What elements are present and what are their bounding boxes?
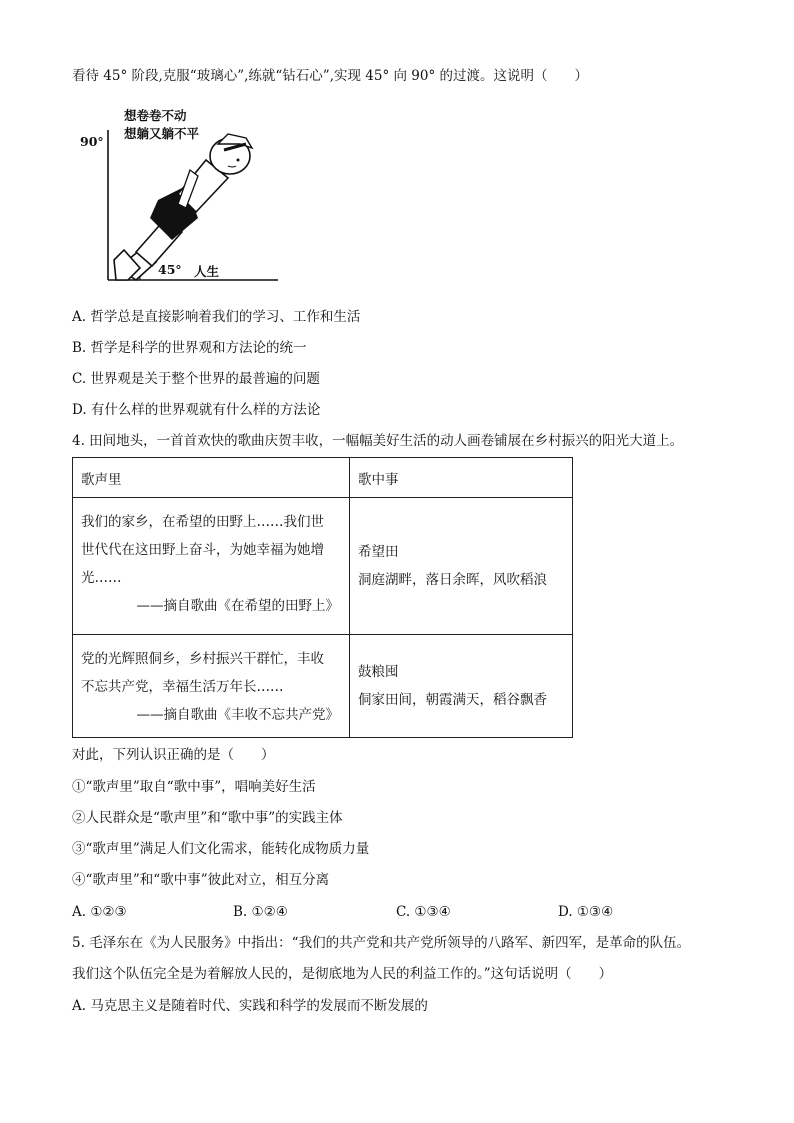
q4-statement-2: ②人民群众是“歌声里”和“歌中事”的实践主体	[72, 810, 343, 826]
q4-options	[0, 902, 794, 922]
header-left: 歌声里	[73, 458, 350, 498]
q4-question: 对此，下列认识正确的是（ ）	[72, 747, 275, 763]
q3-figure	[78, 100, 298, 290]
table-header-row	[73, 458, 573, 498]
life-label: 人生	[194, 264, 220, 279]
q4-statement-3: ③“歌声里”满足人们文化需求，能转化成物质力量	[72, 841, 370, 857]
row1-lyric-line: 光……	[81, 570, 122, 586]
q4-option-c: C. ①③④	[396, 904, 451, 920]
row2-story-title: 鼓粮囤	[358, 664, 399, 680]
figure-caption-2: 想躺又躺不平	[124, 126, 200, 141]
row1-story-text: 洞庭湖畔，落日余晖，风吹稻浪	[358, 572, 547, 588]
q4-option-a: A. ①②③	[72, 904, 127, 920]
row2-source: ——摘自歌曲《丰收不忘共产党》	[136, 707, 339, 723]
figure-caption-1: 想卷卷不动	[124, 108, 187, 123]
row2-lyric-line: 党的光辉照侗乡，乡村振兴干群忙，丰收	[81, 651, 324, 667]
angle-label-45: 45°	[158, 262, 182, 277]
table-row	[73, 498, 573, 635]
q4-statement-1: ①“歌声里”取自“歌中事”，唱响美好生活	[72, 779, 316, 795]
q4-option-b: B. ①②④	[233, 904, 288, 920]
q3-option-d: D. 有什么样的世界观就有什么样的方法论	[72, 402, 321, 418]
q3-option-a: A. 哲学总是直接影响着我们的学习、工作和生活	[72, 309, 361, 325]
row1-source: ——摘自歌曲《在希望的田野上》	[136, 598, 339, 614]
angle-label-90: 90°	[80, 134, 104, 149]
q4-stem: 4. 田间地头，一首首欢快的歌曲庆贺丰收，一幅幅美好生活的动人画卷铺展在乡村振兴的阳光大道上。	[72, 433, 684, 449]
q4-option-d: D. ①③④	[558, 904, 614, 920]
table-row	[73, 635, 573, 738]
row2-lyric-line: 不忘共产党，幸福生活万年长……	[81, 679, 284, 695]
row2-story-text: 侗家田间，朝霞满天，稻谷飘香	[358, 692, 547, 708]
row2-story-cell	[350, 635, 573, 738]
row1-lyrics-cell	[73, 498, 350, 635]
q5-stem-line-2: 我们这个队伍完全是为着解放人民的，是彻底地为人民的利益工作的。”这句话说明（ ）	[72, 966, 613, 982]
q4-statement-4: ④“歌声里”和“歌中事”彼此对立，相互分离	[72, 872, 330, 888]
q3-option-c: C. 世界观是关于整个世界的最普遍的问题	[72, 371, 320, 387]
q3-option-b: B. 哲学是科学的世界观和方法论的统一	[72, 340, 307, 356]
q5-stem-line-1: 5. 毛泽东在《为人民服务》中指出：“我们的共产党和共产党所领导的八路军、新四军，是革命的队伍。	[72, 935, 691, 951]
q3-stem: 看待 45° 阶段,克服“玻璃心”,练就“钻石心”,实现 45° 向 90° 的过渡。这说明（ ）	[72, 68, 589, 84]
row2-lyrics-cell	[73, 635, 350, 738]
row1-story-title: 希望田	[358, 544, 399, 560]
q5-option-a: A. 马克思主义是随着时代、实践和科学的发展而不断发展的	[72, 998, 428, 1014]
row1-lyric-line: 世代代在这田野上奋斗，为她幸福为她增	[81, 542, 324, 558]
header-right: 歌中事	[350, 458, 573, 498]
row1-lyric-line: 我们的家乡，在希望的田野上……我们世	[81, 514, 324, 530]
songs-table	[72, 457, 573, 738]
row1-story-cell	[350, 498, 573, 635]
